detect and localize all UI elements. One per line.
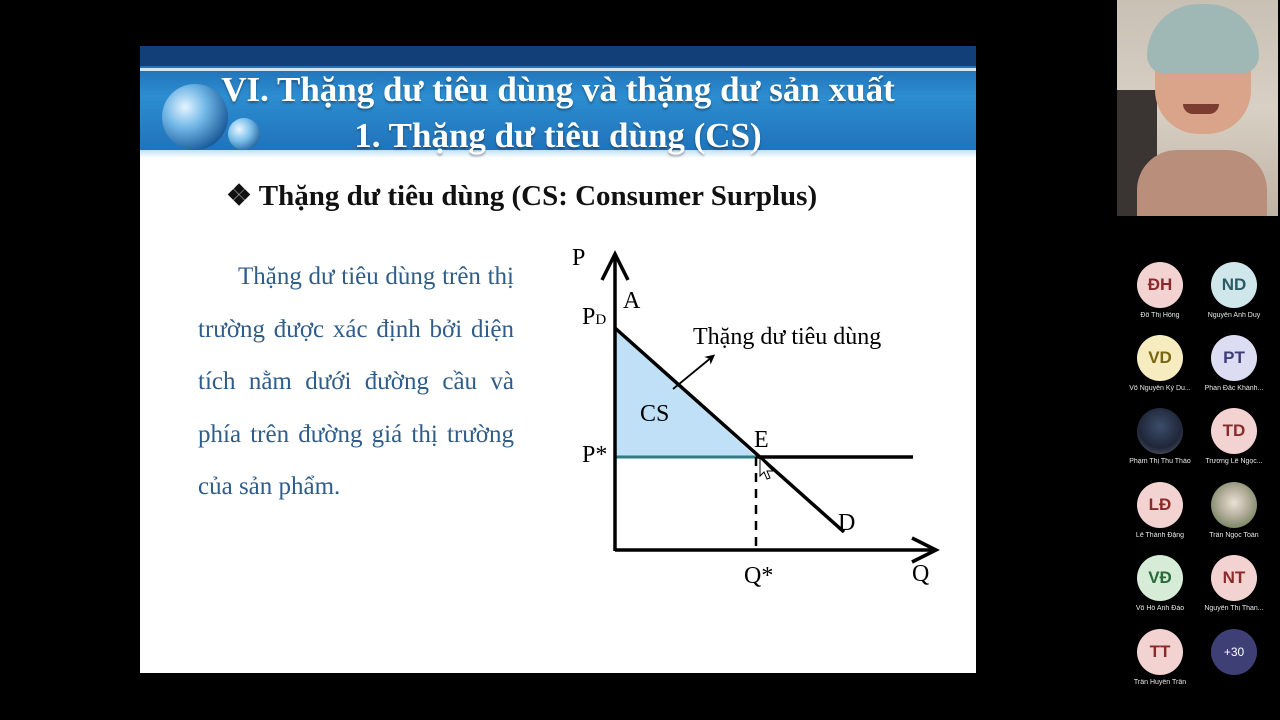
qstar-label: Q* bbox=[744, 563, 774, 589]
participant-name: Trần Huyền Trân bbox=[1133, 679, 1187, 686]
participant-avatar: NT bbox=[1211, 555, 1257, 601]
annotation-label: Thặng dư tiêu dùng bbox=[693, 324, 882, 350]
participant-tile[interactable] bbox=[1192, 555, 1276, 612]
participant-name: Nguyễn Thị Than... bbox=[1204, 605, 1264, 612]
participant-name: Nguyễn Anh Duy bbox=[1207, 312, 1261, 319]
participant-tile[interactable] bbox=[1192, 335, 1276, 392]
participant-tile[interactable] bbox=[1118, 555, 1202, 612]
participant-tile[interactable] bbox=[1192, 408, 1276, 465]
participant-name: Võ Hồ Anh Đào bbox=[1135, 605, 1185, 612]
participant-tile[interactable] bbox=[1118, 408, 1202, 465]
pd-label-main: P bbox=[582, 304, 596, 330]
participant-name: Phạm Thị Thu Thảo bbox=[1129, 458, 1191, 465]
paragraph-text: Thặng dư tiêu dùng trên thị trường được xác định bởi diện tích nằm dưới đường cầu và phía trên đường giá thị trường của sản phẩm. bbox=[198, 263, 514, 500]
pd-label-sub: D bbox=[595, 312, 607, 328]
participant-tile[interactable] bbox=[1118, 482, 1202, 539]
participant-name: Võ Nguyễn Kỳ Du... bbox=[1129, 385, 1191, 392]
presenter-mouth bbox=[1183, 104, 1219, 114]
participant-tile[interactable] bbox=[1192, 482, 1276, 539]
participant-avatar: PT bbox=[1211, 335, 1257, 381]
participant-tile[interactable] bbox=[1118, 262, 1202, 319]
more-participants-count: +30 bbox=[1211, 629, 1257, 675]
demand-label: D bbox=[838, 510, 856, 536]
slide-banner bbox=[140, 46, 976, 158]
participant-avatar: VD bbox=[1137, 335, 1183, 381]
slide-title-line1: VI. Thặng dư tiêu dùng và thặng dư sản xuất bbox=[221, 70, 895, 109]
point-a-label: A bbox=[623, 288, 641, 314]
subtitle-text: Thặng dư tiêu dùng (CS: Consumer Surplus) bbox=[258, 180, 818, 212]
banner-top-band bbox=[140, 46, 976, 66]
point-e-label: E bbox=[754, 427, 769, 453]
cs-area-label: CS bbox=[640, 401, 670, 427]
presentation-slide bbox=[140, 46, 976, 673]
participant-avatar: TT bbox=[1137, 629, 1183, 675]
participant-avatar: ND bbox=[1211, 262, 1257, 308]
participant-tile[interactable] bbox=[1192, 262, 1276, 319]
pstar-label: P* bbox=[582, 442, 608, 468]
presenter-headwear bbox=[1147, 4, 1259, 74]
x-axis-label: Q bbox=[912, 561, 930, 587]
participant-name: Trần Ngọc Toàn bbox=[1209, 532, 1259, 539]
definition-paragraph bbox=[198, 251, 514, 514]
participant-avatar bbox=[1211, 482, 1257, 528]
participant-avatar: LĐ bbox=[1137, 482, 1183, 528]
presenter-video-feed[interactable] bbox=[1117, 0, 1278, 216]
y-axis-label: P bbox=[572, 245, 586, 271]
slide-subtitle bbox=[226, 178, 817, 213]
more-participants-button[interactable] bbox=[1192, 629, 1276, 675]
participant-tile[interactable] bbox=[1118, 335, 1202, 392]
presenter-body bbox=[1137, 150, 1267, 216]
diamond-bullet-icon: ❖ bbox=[226, 180, 252, 212]
participant-name: Trương Lê Ngọc... bbox=[1205, 458, 1263, 465]
participant-tile[interactable] bbox=[1118, 629, 1202, 686]
participant-name: Lê Thành Đặng bbox=[1135, 532, 1185, 539]
annotation-arrow bbox=[673, 357, 712, 389]
slide-title-line2: 1. Thặng dư tiêu dùng (CS) bbox=[354, 116, 762, 155]
participant-name: Phan Đắc Khánh... bbox=[1204, 385, 1264, 392]
participant-avatar bbox=[1137, 408, 1183, 454]
participant-name: Đỗ Thị Hồng bbox=[1140, 312, 1180, 319]
participant-avatar: VĐ bbox=[1137, 555, 1183, 601]
consumer-surplus-diagram bbox=[560, 236, 960, 606]
participant-avatar: TD bbox=[1211, 408, 1257, 454]
pd-label bbox=[582, 304, 606, 330]
participant-avatar: ĐH bbox=[1137, 262, 1183, 308]
